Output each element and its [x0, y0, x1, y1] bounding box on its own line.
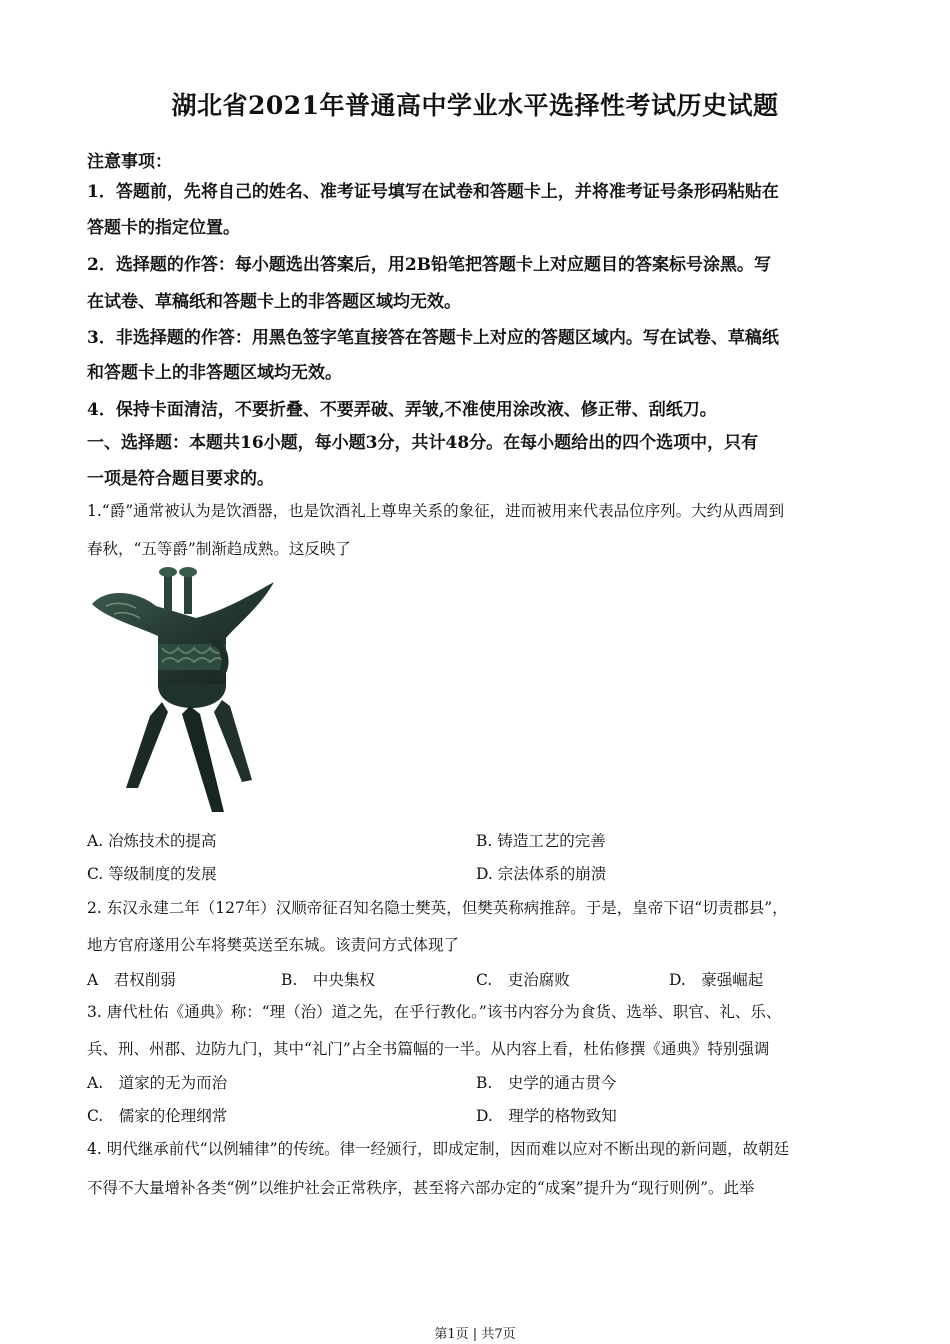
question-1-text: 春秋，“五等爵”制渐趋成熟。这反映了: [87, 540, 351, 558]
section-heading: 一、选择题：本题共16小题，每小题3分，共计48分。在每小题给出的四个选项中，只有: [87, 433, 759, 453]
question-4-text: 4. 明代继承前代“以例辅律”的传统。律一经颁行，即成定制，因而难以应对不断出现的新问题，故朝廷: [87, 1140, 790, 1158]
notice-line: 和答题卡上的非答题区域均无效。: [87, 363, 342, 383]
option-2c[interactable]: C. 吏治腐败: [476, 971, 570, 989]
page-title: 湖北省2021年普通高中学业水平选择性考试历史试题: [171, 91, 779, 120]
notice-line: 4．保持卡面清洁，不要折叠、不要弄破、弄皱,不准使用涂改液、修正带、刮纸刀。: [87, 400, 717, 420]
option-2a[interactable]: A 君权削弱: [87, 971, 176, 989]
notice-line: 2．选择题的作答：每小题选出答案后，用2B铅笔把答题卡上对应题目的答案标号涂黑。写: [87, 255, 772, 275]
option-1a[interactable]: A. 冶炼技术的提高: [87, 832, 217, 850]
question-3-text: 3. 唐代杜佑《通典》称：“理（治）道之先，在乎行教化。”该书内容分为食货、选举、职官、礼、乐、: [87, 1003, 782, 1021]
page-footer: 第1页 | 共7页: [434, 1327, 516, 1342]
option-1d[interactable]: D. 宗法体系的崩溃: [476, 865, 607, 883]
section-heading: 一项是符合题目要求的。: [87, 469, 274, 489]
notice-line: 1．答题前，先将自己的姓名、准考证号填写在试卷和答题卡上，并将准考证号条形码粘贴在: [87, 182, 779, 202]
option-2b[interactable]: B. 中央集权: [281, 971, 375, 989]
question-1-text: 1.“爵”通常被认为是饮酒器，也是饮酒礼上尊卑关系的象征，进而被用来代表品位序列。大约从西周到: [87, 502, 785, 520]
option-1b[interactable]: B. 铸造工艺的完善: [476, 832, 606, 850]
notice-line: 3．非选择题的作答：用黑色签字笔直接答在答题卡上对应的答题区域内。写在试卷、草稿纸: [87, 328, 779, 348]
notice-heading: 注意事项：: [87, 152, 172, 172]
option-3b[interactable]: B. 史学的通古贯今: [476, 1074, 617, 1092]
option-1c[interactable]: C. 等级制度的发展: [87, 865, 217, 883]
notice-line: 答题卡的指定位置。: [87, 218, 240, 238]
question-2-text: 地方官府遂用公车将樊英送至东城。该责问方式体现了: [87, 936, 460, 954]
option-3d[interactable]: D. 理学的格物致知: [476, 1107, 617, 1125]
bronze-jue-vessel-image: [86, 566, 282, 814]
question-3-text: 兵、刑、州郡、边防九门，其中“礼门”占全书篇幅的一半。从内容上看，杜佑修撰《通典》特别强调: [87, 1040, 770, 1058]
question-4-text: 不得不大量增补各类“例”以维护社会正常秩序，甚至将六部办定的“成案”提升为“现行则例”。此举: [87, 1179, 755, 1197]
option-3c[interactable]: C. 儒家的伦理纲常: [87, 1107, 228, 1125]
question-2-text: 2. 东汉永建二年（127年）汉顺帝征召知名隐士樊英，但樊英称病推辞。于是，皇帝下诏“切责郡县”，: [87, 899, 788, 917]
option-3a[interactable]: A. 道家的无为而治: [87, 1074, 228, 1092]
notice-line: 在试卷、草稿纸和答题卡上的非答题区域均无效。: [87, 292, 461, 312]
option-2d[interactable]: D. 豪强崛起: [669, 971, 764, 989]
